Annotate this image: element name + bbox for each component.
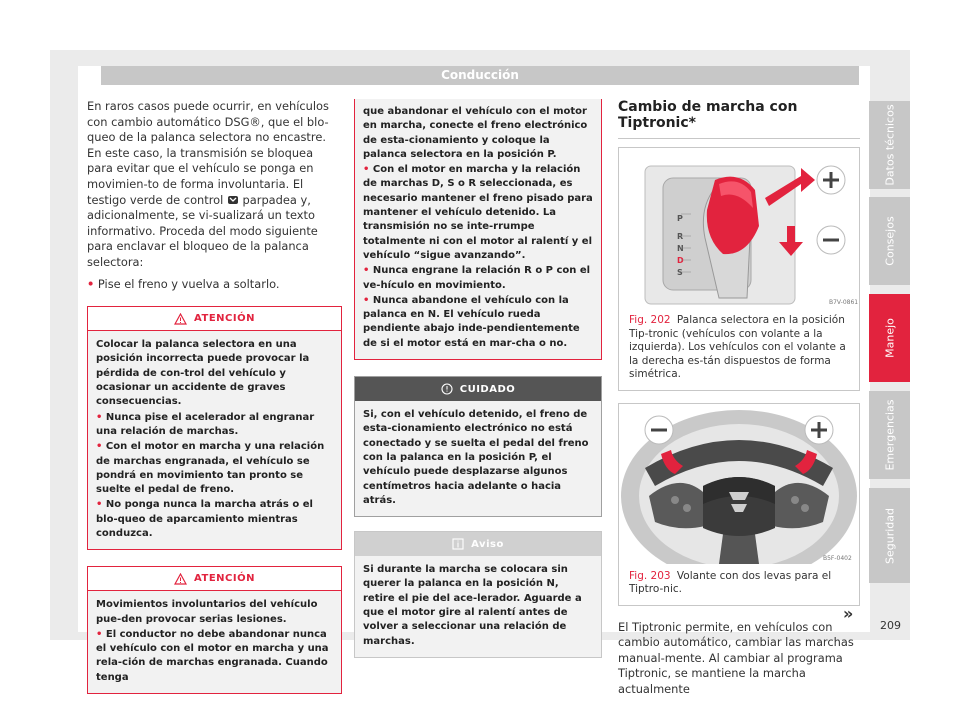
list-item-text: Con el motor en marcha y una relación de marchas engranada, el vehículo se pondrá en movimiento tan pronto se suelte el pedal de freno.	[96, 441, 325, 496]
warning-box-continued	[354, 99, 602, 360]
bullet-icon: •	[96, 499, 103, 511]
list-item-text: Nunca pise el acelerador al engranar una relación de marchas.	[96, 411, 315, 437]
figure-code: B5F-0402	[823, 554, 852, 562]
caution-box	[354, 376, 602, 517]
list-item	[96, 628, 333, 685]
notice-header	[355, 532, 601, 556]
list-item-text: Nunca engrane la relación R o P con el ve-hículo en movimiento.	[363, 265, 591, 291]
gear-selector-illustration	[619, 148, 859, 308]
warning-label: ATENCIÓN	[194, 573, 255, 585]
list-item	[96, 498, 333, 541]
notice-label: Aviso	[471, 538, 504, 550]
figure-caption	[619, 308, 859, 390]
list-item	[363, 294, 593, 351]
intro-text: En raros casos puede ocurrir, en vehículos con cambio automático DSG®, que el blo-queo de la palanca selectora no encastre. En este caso, la transmisión se bloquea para evitar que el vehículo se ponga en movimien-to de forma involuntaria. El testigo verde de control	[87, 99, 329, 207]
column-3	[618, 99, 860, 697]
bullet-icon: •	[87, 276, 95, 291]
figure-202	[618, 147, 860, 391]
list-item-text: Nunca abandone el vehículo con la palanca en N. El vehículo rueda pendiente abajo inde-pendientemente de si el motor está en mar-cha o no.	[363, 294, 580, 349]
warning-triangle-icon	[174, 573, 187, 585]
tab-label: Consejos	[883, 216, 896, 266]
caution-label: CUIDADO	[459, 383, 516, 395]
warning-box-2	[87, 566, 342, 694]
steering-wheel-illustration	[619, 404, 859, 564]
column-1	[87, 99, 342, 694]
tab-label: Datos técnicos	[883, 104, 896, 186]
warning-body	[355, 99, 601, 359]
bullet-icon: •	[96, 441, 103, 453]
tab-label: Emergencias	[883, 399, 896, 471]
caution-text: Si, con el vehículo detenido, el freno de esta-cionamiento electrónico no está conectado y se suelta el pedal del freno con la palanca en la posición P, el vehículo puede desplazarse algunos centímetros hacia adelante o hacia atrás.	[363, 409, 589, 506]
warning-body	[88, 591, 341, 693]
gate-r-label: R	[677, 232, 684, 241]
bullet-icon: •	[363, 265, 370, 277]
warning-header	[88, 307, 341, 331]
figure-caption-text: Palanca selectora en la posición Tip-tronic (vehículos con volante a la izquierda). Los vehículos con el volante a la derecha es-tán dispuestos de forma simétrica.	[629, 314, 846, 380]
warning-text: que abandonar el vehículo con el motor en marcha, conecte el freno electrónico de esta-cionamiento y coloque la palanca selectora en la posición P.	[363, 106, 588, 160]
warning-header	[88, 567, 341, 591]
list-item-text: Pise el freno y vuelva a soltarlo.	[97, 276, 280, 291]
continue-mark: »	[843, 604, 854, 623]
list-item	[363, 163, 593, 263]
gate-p-label: P	[677, 214, 683, 223]
gate-s-label: S	[677, 268, 683, 277]
figure-203	[618, 403, 860, 606]
tab-manejo[interactable]	[869, 294, 910, 382]
tab-consejos[interactable]	[869, 197, 910, 285]
list-item-text: Con el motor en marcha y la relación de marchas D, S o R seleccionada, es necesario mantener el freno pisado para mantener el vehículo detenido. La transmisión no se inte-rrumpe totalmente ni con el motor al ralentí y el vehículo “sigue avanzando”.	[363, 164, 593, 261]
page-header: Conducción	[101, 66, 859, 85]
list-item	[87, 277, 342, 293]
tab-seguridad[interactable]	[869, 488, 910, 583]
bullet-icon: •	[363, 164, 370, 176]
figure-number: Fig. 203	[629, 569, 671, 582]
figure-caption-text: Volante con dos levas para el Tiptro-nic.	[629, 569, 832, 595]
intro-text-after: parpadea y, adicionalmente, se vi-sualizará un texto informativo. Proceda del modo siguiente para enclavar el bloqueo de la palanca selectora:	[87, 192, 318, 269]
caution-header	[355, 377, 601, 401]
steering-wheel-image	[619, 404, 859, 564]
gate-d-label: D	[677, 256, 684, 265]
notice-text: Si durante la marcha se colocara sin querer la palanca en la posición N, retire el pie del ace-lerador. Aguarde a que el motor gire al ralentí antes de volver a seleccionar una relación de marchas.	[363, 564, 582, 647]
list-item	[96, 411, 333, 440]
column-2	[354, 99, 602, 658]
bullet-icon: •	[96, 628, 103, 640]
list-item-text: El conductor no debe abandonar nunca el vehículo con el motor en marcha y una rela-ción de marchas engranada. Cuando tenga	[96, 628, 329, 683]
list-item	[96, 440, 333, 497]
warning-text: Movimientos involuntarios del vehículo pue-den provocar serias lesiones.	[96, 599, 318, 625]
page-number: 209	[880, 619, 901, 632]
notice-box	[354, 531, 602, 658]
intro-paragraph	[87, 99, 342, 271]
section-title: Cambio de marcha con Tiptronic*	[618, 99, 860, 139]
gear-lever-icon	[227, 195, 239, 205]
figure-number: Fig. 202	[629, 314, 671, 326]
tab-emergencias[interactable]	[869, 391, 910, 479]
tab-datos-tecnicos[interactable]	[869, 101, 910, 189]
list-item	[363, 264, 593, 293]
list-item-text: No ponga nunca la marcha atrás o el blo-queo de aparcamiento mientras conduzca.	[96, 499, 313, 539]
tab-label: Manejo	[883, 318, 896, 358]
warning-body	[88, 331, 341, 549]
caution-circle-icon	[441, 383, 453, 395]
info-note-icon	[452, 538, 464, 550]
warning-text: Colocar la palanca selectora en una posición incorrecta puede provocar la pérdida de con-trol del vehículo y ocasionar un accidente de graves consecuencias.	[96, 339, 310, 408]
warning-triangle-icon	[174, 313, 187, 325]
bullet-icon: •	[363, 294, 370, 306]
warning-label: ATENCIÓN	[194, 313, 255, 325]
gear-selector-image	[619, 148, 859, 308]
gate-n-label: N	[677, 244, 684, 253]
tab-label: Seguridad	[883, 507, 896, 564]
warning-box-1	[87, 306, 342, 550]
figure-caption	[619, 564, 859, 605]
figure-code: B7V-0861	[829, 299, 859, 306]
tiptronic-paragraph: El Tiptronic permite, en vehículos con cambio automático, cambiar las marchas manual-mente. Al cambiar al programa Tiptronic, se mantiene la marcha actualmente	[618, 619, 854, 696]
bullet-icon: •	[96, 411, 103, 423]
